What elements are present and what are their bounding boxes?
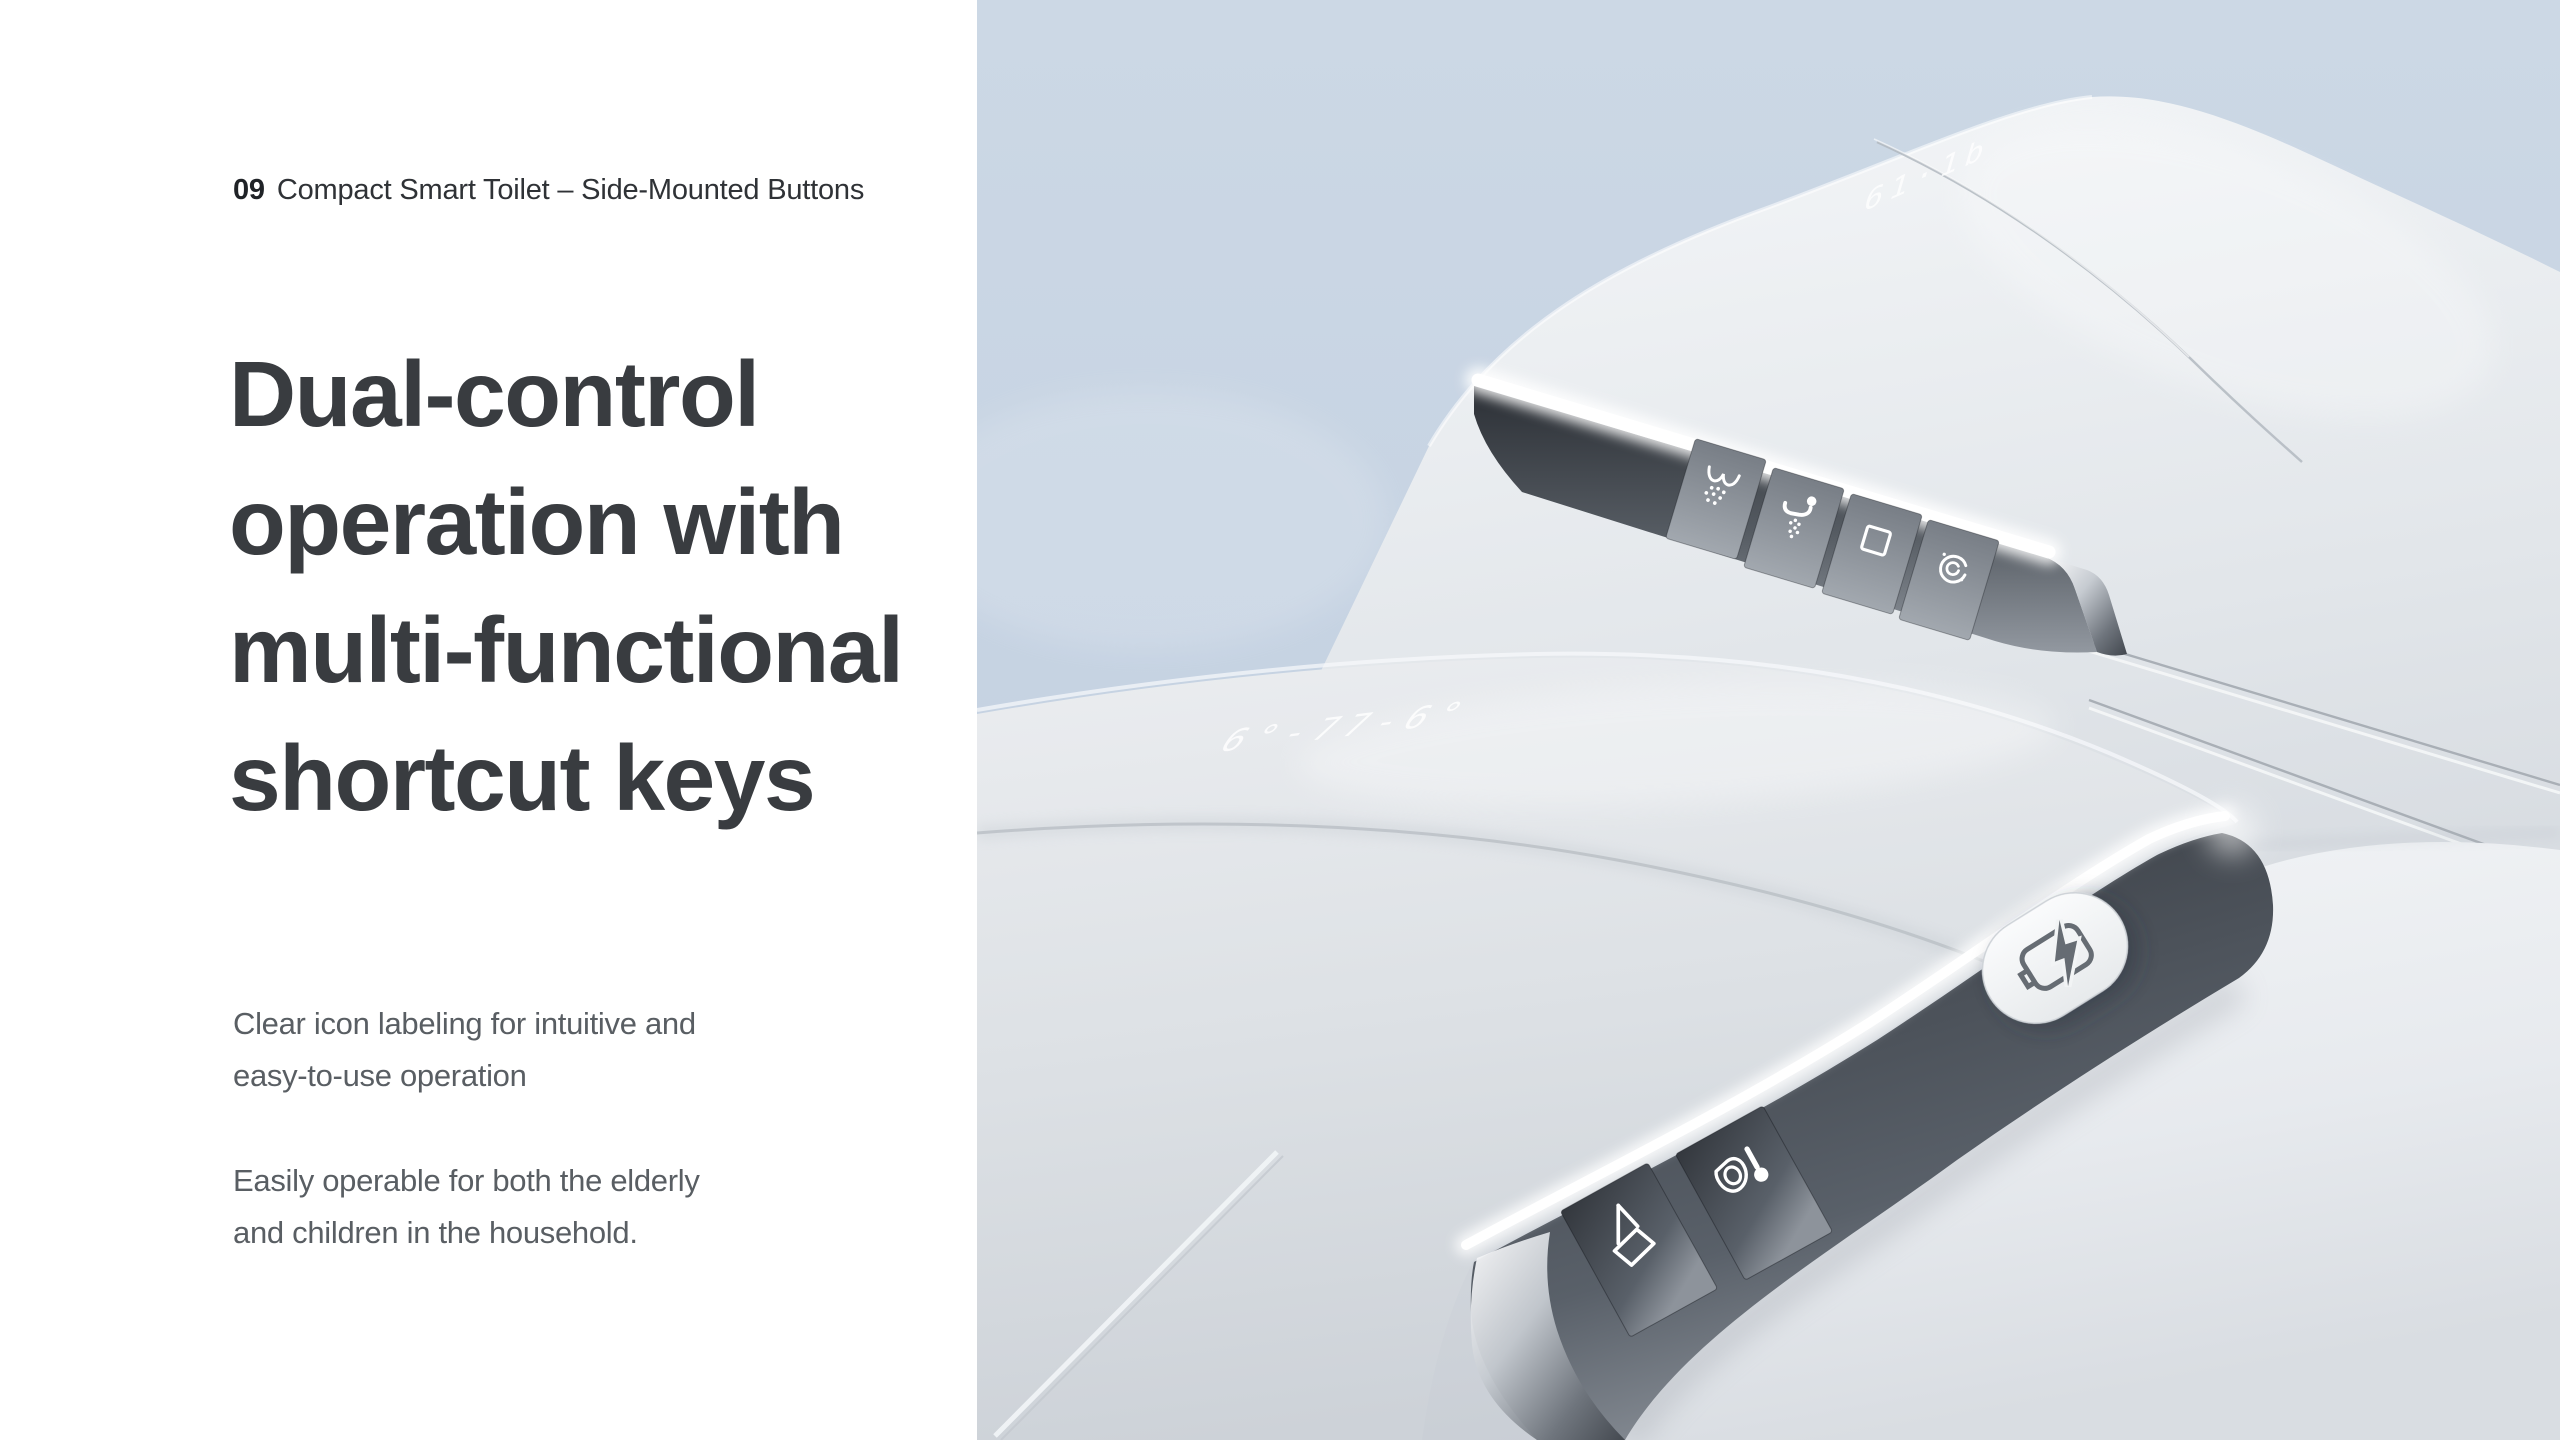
section-title: Compact Smart Toilet – Side-Mounted Buttons (276, 174, 865, 206)
led-end-glow (2206, 804, 2258, 856)
body-copy: Clear icon labeling for intuitive and easy-to-use operation Easily operable for both the elderly and children in the household. (233, 1006, 700, 1250)
product-photo (977, 0, 2560, 1440)
product-photo-render (977, 0, 2560, 1440)
upper-lid-display: 61·1b (1859, 128, 1996, 220)
section-number: 09 (233, 174, 265, 206)
section-label (233, 174, 864, 207)
page-title: Dual-control operation with multi-functional shortcut keys (229, 342, 903, 830)
lower-lid-display: 6°-77-6° (1211, 693, 1481, 760)
text-panel (0, 0, 977, 1440)
